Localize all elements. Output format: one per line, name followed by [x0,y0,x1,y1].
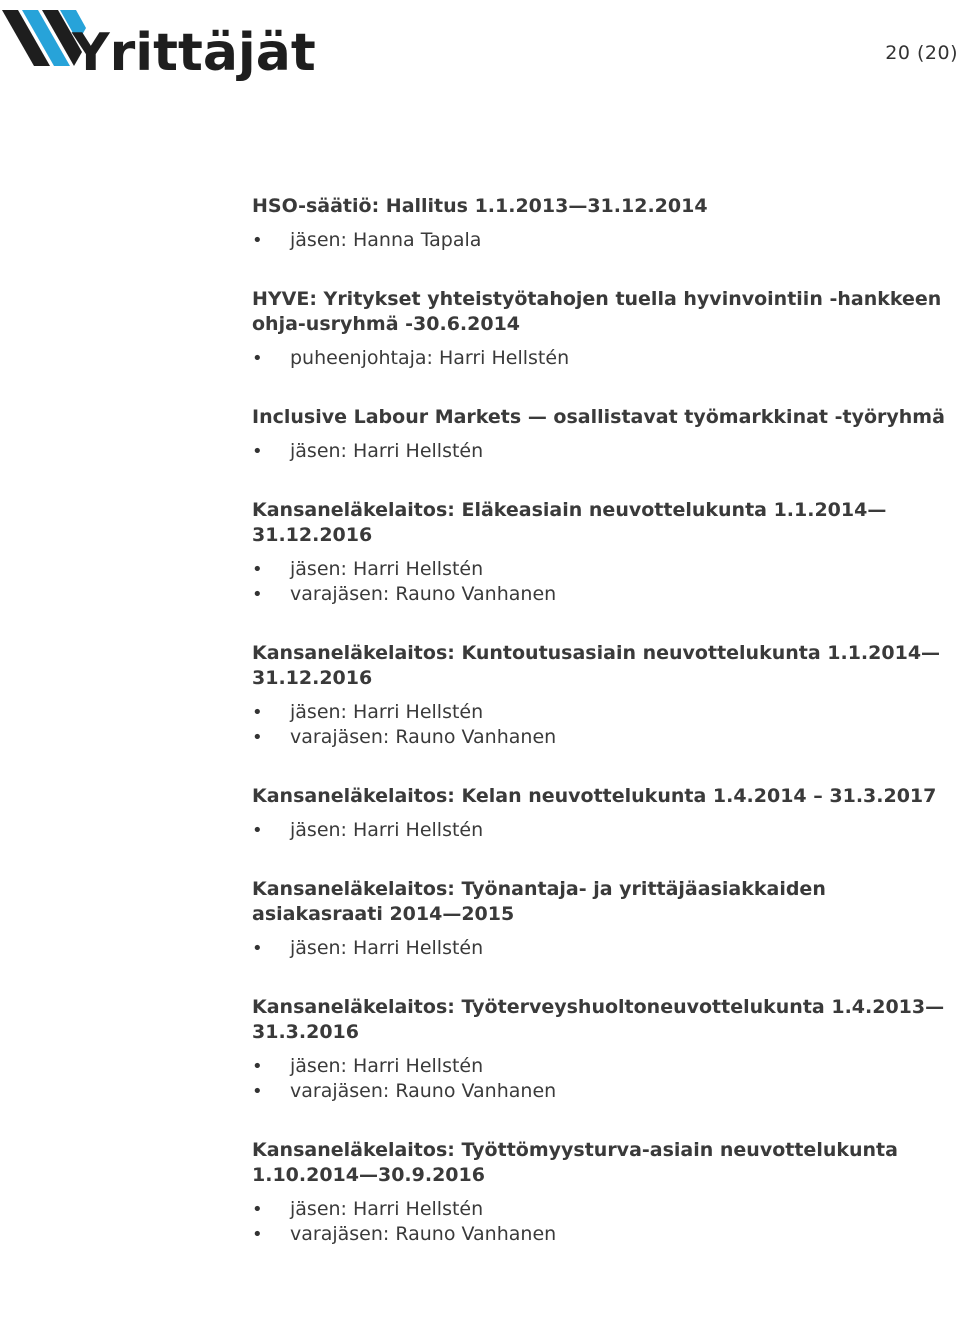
section-spacer [252,371,952,405]
section-spacer [252,607,952,641]
committee-title: Kansaneläkelaitos: Kuntoutusasiain neuvottelukunta 1.1.2014—31.12.2016 [252,642,941,689]
yrittajat-logo-mark-icon [2,4,316,84]
committee-section [252,194,952,253]
member-item: • jäsen: Hanna Tapala [252,228,952,253]
member-item: • varajäsen: Rauno Vanhanen [252,1222,952,1247]
member-item: • jäsen: Harri Hellstén [252,1197,952,1222]
yrittajat-logo [2,4,316,84]
section-spacer [252,750,952,784]
member-list [252,818,952,843]
member-item: • jäsen: Harri Hellstén [252,557,952,582]
committee-section [252,1138,952,1247]
committee-section [252,641,952,750]
section-spacer [252,1104,952,1138]
committee-title: Kansaneläkelaitos: Eläkeasiain neuvottelukunta 1.1.2014—31.12.2016 [252,499,887,546]
member-item: • puheenjohtaja: Harri Hellstén [252,346,952,371]
member-list [252,936,952,961]
committee-section [252,287,952,371]
committee-title: Kansaneläkelaitos: Työterveyshuoltoneuvottelukunta 1.4.2013—31.3.2016 [252,996,945,1043]
document-body [252,194,952,1247]
member-list [252,1054,952,1104]
committee-title: Inclusive Labour Markets — osallistavat työmarkkinat -työryhmä [252,406,945,428]
committee-section [252,498,952,607]
member-item: • jäsen: Harri Hellstén [252,1054,952,1079]
section-spacer [252,464,952,498]
logo-wordmark: Yrittäjät [72,23,316,83]
committee-section [252,405,952,464]
member-item: • jäsen: Harri Hellstén [252,700,952,725]
member-item: • jäsen: Harri Hellstén [252,439,952,464]
member-list [252,439,952,464]
member-list [252,700,952,750]
section-spacer [252,961,952,995]
committee-section [252,784,952,843]
committee-title: Kansaneläkelaitos: Työttömyysturva-asiain neuvottelukunta 1.10.2014—30.9.2016 [252,1139,898,1186]
member-item: • varajäsen: Rauno Vanhanen [252,582,952,607]
member-list [252,228,952,253]
member-list [252,557,952,607]
member-list [252,346,952,371]
member-list [252,1197,952,1247]
page-number: 20 (20) [885,42,958,64]
committee-title: Kansaneläkelaitos: Työnantaja- ja yrittäjäasiakkaiden asiakasraati 2014—2015 [252,878,826,925]
committee-title: HYVE: Yritykset yhteistyötahojen tuella hyvinvointiin -hankkeen ohja-usryhmä -30.6.2014 [252,288,942,335]
section-spacer [252,253,952,287]
committee-section [252,995,952,1104]
page-header [0,0,960,90]
committee-title: Kansaneläkelaitos: Kelan neuvottelukunta 1.4.2014 – 31.3.2017 [252,785,937,807]
member-item: • jäsen: Harri Hellstén [252,936,952,961]
member-item: • jäsen: Harri Hellstén [252,818,952,843]
committee-title: HSO-säätiö: Hallitus 1.1.2013—31.12.2014 [252,195,708,217]
section-spacer [252,843,952,877]
member-item: • varajäsen: Rauno Vanhanen [252,1079,952,1104]
committee-section [252,877,952,961]
member-item: • varajäsen: Rauno Vanhanen [252,725,952,750]
